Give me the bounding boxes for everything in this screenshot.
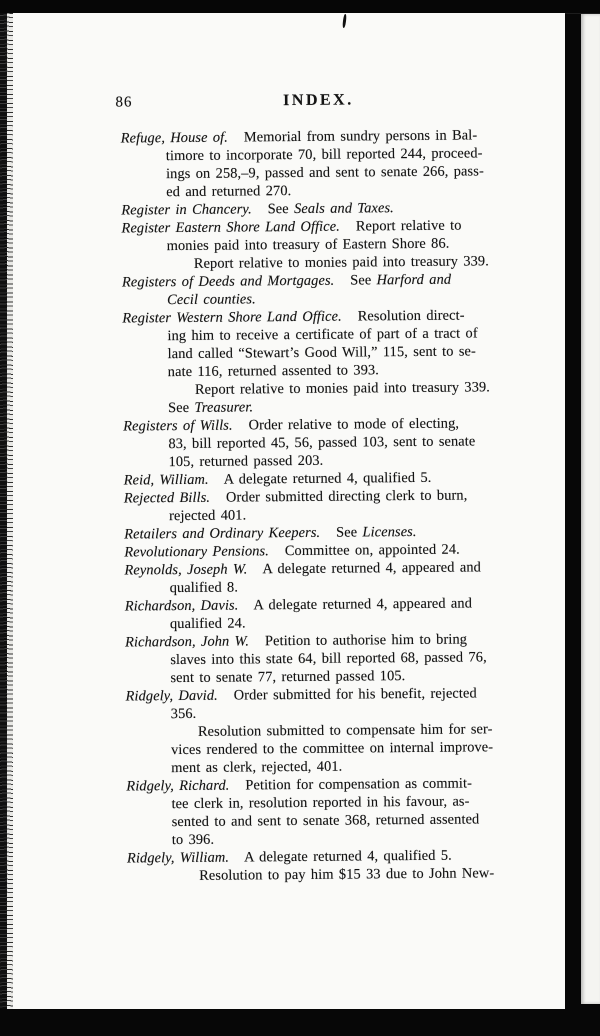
italic-text: Treasurer. [194,399,254,416]
index-entry [6,414,564,473]
entry-text: Report relative to monies paid into treasury 339. [194,379,491,398]
page-content [3,9,570,1010]
index-entries [4,126,569,887]
entry-headword: Registers of Wills. [123,417,233,435]
index-entry [5,270,563,311]
entry-text: Report relative to monies paid into treasury 339. [193,253,489,272]
entry-text: monies paid into treasury of Eastern Shore 86. [166,235,450,255]
index-entry [4,216,562,275]
index-entry [8,630,566,689]
entry-text: Resolution to pay him $15 33 due to John New- [199,865,495,884]
entry-text: See [320,524,363,541]
entry-text: ed and returned 270. [166,183,292,201]
entry-text: Order submitted for his benefit, rejected [217,685,477,704]
entry-headword: Ridgely, David. [125,687,218,705]
binding-gutter-shadow [0,13,7,1009]
entry-headword: Reynolds, Joseph W. [124,561,248,579]
entry-text: Petition for compensation as commit- [229,775,473,794]
entry-text: ing him to receive a certificate of part of a tract of [167,325,478,345]
entry-headword: Reid, William. [123,471,209,489]
entry-line [10,864,568,887]
entry-text: to 396. [171,831,215,849]
entry-text: Order relative to mode of electing, [232,415,460,434]
entry-text: Committee on, appointed 24. [268,541,460,560]
page-title: INDEX. [283,91,354,110]
entry-headword: Revolutionary Pensions. [124,543,270,561]
entry-text: 356. [170,705,197,723]
entry-text: ment as clerk, rejected, 401. [171,758,343,777]
entry-text: Petition to authorise him to bring [249,631,468,650]
entry-text: A delegate returned 4, appeared and [247,559,481,578]
index-entry [9,684,568,779]
entry-text: 83, bill reported 45, 56, passed 103, sent to senate [168,433,476,453]
entry-text: tee clerk in, resolution reported in his favour, as- [171,793,470,813]
entry-text: land called “Stewart’s Good Will,” 115, sent to se- [167,343,476,363]
index-entry [10,846,568,887]
index-entry [7,486,565,527]
entry-text: See [168,399,195,417]
entry-headword: Ridgely, Richard. [126,777,230,795]
entry-text: sent to senate 77, returned passed 105. [170,668,406,687]
entry-text: Report relative to [339,217,462,235]
entry-headword: Refuge, House of. [120,129,229,147]
entry-text: qualified 24. [169,615,246,633]
entry-text: Resolution submitted to compensate him for ser- [197,721,493,740]
entry-headword: Register in Chancery. [121,201,252,219]
entry-text: Memorial from sundry persons in Bal- [227,127,478,146]
entry-headword: Richardson, Davis. [124,597,239,615]
italic-text: Licenses. [362,523,417,541]
entry-headword: Retailers and Ordinary Keepers. [124,524,321,543]
entry-text: A delegate returned 4, qualified 5. [208,469,432,488]
entry-text: Resolution direct- [341,307,465,325]
entry-text: vices rendered to the committee on internal improve- [171,739,494,759]
index-entry [8,594,566,635]
entry-text: See [334,272,377,289]
entry-text: A delegate returned 4, qualified 5. [228,847,452,866]
index-entry [7,558,565,599]
entry-text: qualified 8. [169,579,239,597]
page-number: 86 [115,94,133,111]
page-gutter-speckle [7,13,13,1009]
index-entry [5,306,564,419]
entry-headword: Cecil counties. [167,291,256,309]
entry-headword: Ridgely, William. [126,849,230,867]
entry-text: 105, returned passed 203. [168,452,324,471]
index-entry [9,774,568,851]
entry-headword: Register Eastern Shore Land Office. [121,218,340,237]
entry-headword: Register Western Shore Land Office. [122,308,342,327]
book-page [7,13,565,1009]
entry-text: rejected 401. [168,507,247,525]
entry-text: ings on 258,–9, passed and sent to senate 266, pass- [165,163,484,183]
entry-headword: Registers of Deeds and Mortgages. [121,272,335,291]
entry-text: nate 116, returned assented to 393. [167,362,380,381]
adjacent-page-edge [581,14,600,1004]
entry-text: timore to incorporate 70, bill reported 244, proceed- [165,145,483,165]
entry-text: Order submitted directing clerk to burn, [210,487,468,506]
entry-text: A delegate returned 4, appeared and [238,595,473,614]
entry-text: See [251,201,295,218]
entry-text: sented to and sent to senate 368, returned assented [171,811,480,831]
index-entry [4,126,563,203]
entry-headword: Rejected Bills. [123,489,211,507]
italic-text: Seals and Taxes. [293,200,394,218]
entry-text: slaves into this state 64, bill reported 68, passed 76, [170,649,487,669]
entry-headword: Richardson, John W. [125,633,250,651]
italic-text: Harford and [376,271,452,289]
